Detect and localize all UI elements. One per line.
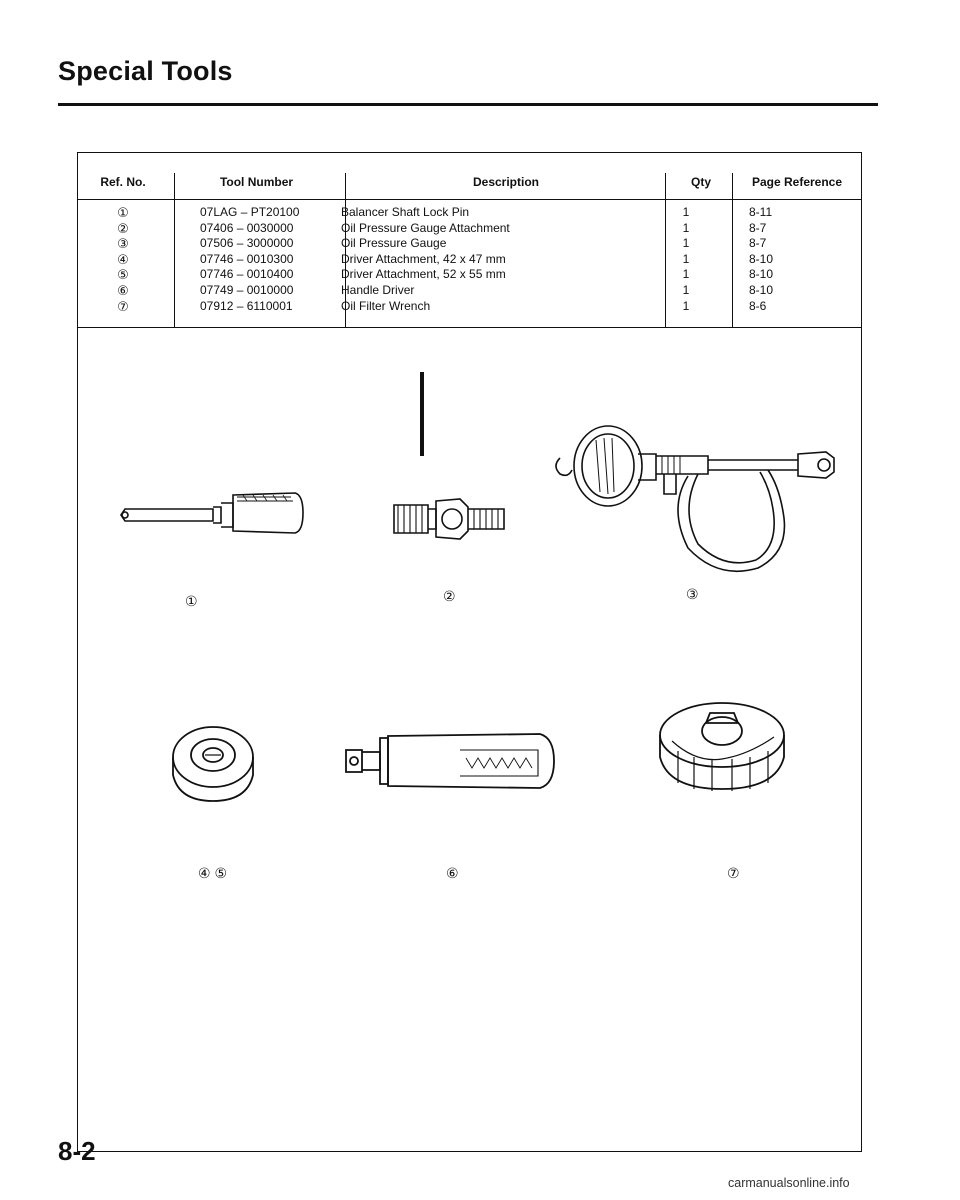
table-cell: 07749 – 0010000 (200, 282, 294, 297)
table-cell: 8-11 (749, 205, 773, 219)
tools-frame (77, 152, 862, 1152)
table-cell: ⑦ (117, 298, 129, 314)
ref-column (78, 205, 168, 314)
callout-pressure-gauge: ③ (686, 586, 699, 602)
page-reference-column (749, 205, 773, 314)
table-cell: 8-10 (749, 267, 774, 282)
table-cell: ② (117, 220, 129, 236)
table-cell: 1 (682, 267, 690, 282)
tools-table (78, 153, 861, 329)
table-cell: 07746 – 0010400 (200, 267, 294, 282)
table-cell: 8-10 (749, 251, 774, 266)
table-cell: Handle Driver (341, 282, 415, 297)
table-cell: 1 (682, 298, 690, 313)
table-cell: 07506 – 3000000 (200, 236, 294, 251)
table-cell: Oil Pressure Gauge (341, 236, 447, 251)
table-cell: Oil Pressure Gauge Attachment (341, 220, 510, 235)
gauge-attachment-illustration (388, 491, 528, 551)
table-cell: Driver Attachment, 52 x 55 mm (341, 267, 506, 282)
callout-filter-wrench: ⑦ (727, 865, 740, 881)
callout-handle-driver: ⑥ (446, 865, 459, 881)
callout-lock-pin: ① (185, 593, 198, 609)
filter-wrench-illustration (648, 693, 798, 803)
tool-number-column (200, 205, 299, 314)
callout-gauge-attachment: ② (443, 588, 456, 604)
header-description: Description (472, 175, 539, 189)
header-rule (78, 199, 861, 200)
table-cell: Balancer Shaft Lock Pin (341, 205, 470, 219)
divider (732, 173, 733, 327)
header-tool-number: Tool Number (219, 175, 294, 189)
table-cell: 1 (682, 282, 690, 297)
lock-pin-illustration (113, 473, 353, 553)
table-cell: ③ (117, 236, 129, 252)
table-bottom-rule (78, 327, 861, 328)
table-cell: 8-10 (749, 282, 774, 297)
table-cell: ⑥ (117, 282, 129, 298)
watermark: carmanualsonline.info (728, 1176, 850, 1190)
header-ref-no: Ref. No. (100, 175, 146, 189)
table-cell: ⑤ (117, 267, 129, 283)
table-cell: 07746 – 0010300 (200, 251, 294, 266)
description-column (341, 205, 510, 314)
table-cell: 07912 – 6110001 (200, 298, 293, 313)
driver-attachment-illustration (161, 713, 271, 813)
table-cell: Driver Attachment, 42 x 47 mm (341, 251, 506, 266)
table-cell: 8-6 (749, 298, 767, 313)
qty-column (668, 205, 704, 314)
page-title: Special Tools (58, 56, 233, 86)
divider (174, 173, 175, 327)
table-cell: 1 (682, 205, 690, 219)
divider (665, 173, 666, 327)
table-cell: 07406 – 0030000 (200, 220, 294, 235)
page-number: 8-2 (58, 1136, 96, 1166)
table-cell: 07LAG – PT20100 (200, 205, 300, 219)
table-cell: 8-7 (749, 220, 767, 235)
callout-driver-attachments: ④ ⑤ (198, 865, 227, 881)
title-rule (58, 103, 878, 106)
table-cell: 1 (682, 251, 690, 266)
pressure-gauge-illustration (548, 418, 848, 588)
table-cell: 8-7 (749, 236, 767, 251)
header-qty: Qty (690, 175, 711, 189)
table-cell: Oil Filter Wrench (341, 298, 431, 313)
table-cell: 1 (682, 220, 690, 235)
table-cell: 1 (682, 236, 690, 251)
table-cell: ① (117, 205, 129, 220)
table-cell: ④ (117, 251, 129, 267)
handle-driver-illustration (340, 728, 570, 798)
header-page-reference: Page Reference (751, 175, 843, 189)
